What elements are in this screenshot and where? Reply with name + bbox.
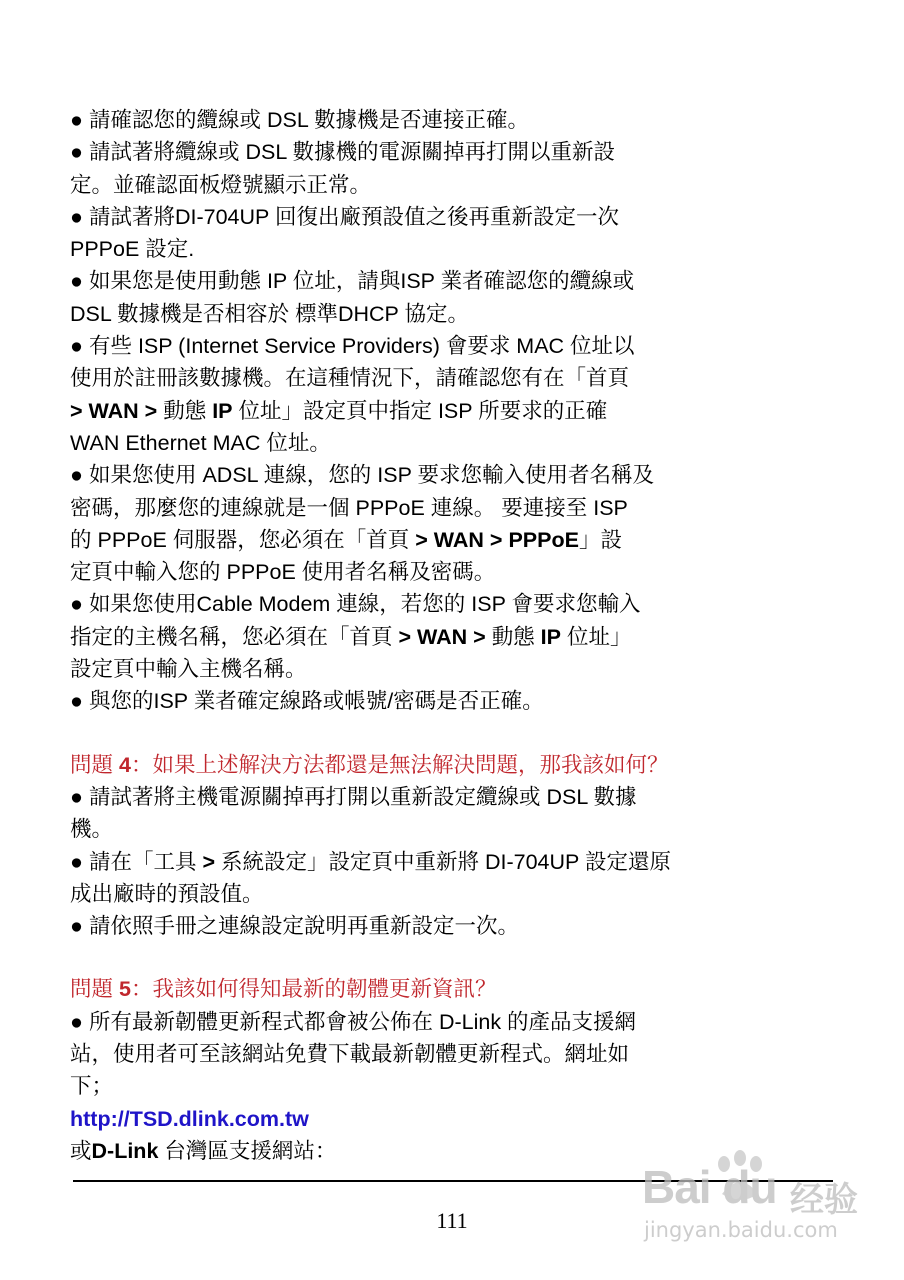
bullet-icon: ● (70, 914, 83, 939)
bullet-icon: ● (70, 1009, 83, 1034)
troubleshoot-bullet-cont: 使用於註冊該數據機。在這種情況下，請確認您有在「首頁 (70, 366, 630, 391)
taiwan-support-site-label: 或D-Link 台灣區支援網站： (70, 1138, 337, 1163)
troubleshoot-bullet: ● 如果您使用Cable Modem 連線，若您的 ISP 會要求您輸入 (70, 592, 641, 617)
q4-bullet-cont: 成出廠時的預設值。 (70, 881, 264, 906)
watermark-url: jingyan.baidu.com (644, 1218, 838, 1242)
troubleshoot-bullet-cont: 指定的主機名稱，您必須在「首頁 > WAN > 動態 IP 位址」 (70, 624, 632, 649)
bullet-icon: ● (70, 463, 83, 488)
bullet-icon: ● (70, 108, 83, 132)
q5-bullet-cont: 站，使用者可至該網站免費下載最新韌體更新程式。網址如 (70, 1042, 630, 1067)
bullet-icon: ● (70, 784, 83, 809)
troubleshoot-bullet: ● 與您的ISP 業者確定線路或帳號/密碼是否正確。 (70, 689, 544, 714)
troubleshoot-bullet-cont: 定頁中輸入您的 PPPoE 使用者名稱及密碼。 (70, 560, 496, 585)
troubleshoot-bullet-cont: 定。並確認面板燈號顯示正常。 (70, 172, 372, 197)
watermark-logo: Bai du (642, 1161, 777, 1213)
page-number: 111 (436, 1208, 468, 1233)
troubleshoot-bullet-cont: DSL 數據機是否相容於 標準DHCP 協定。 (70, 301, 469, 326)
bullet-icon: ● (70, 849, 83, 874)
bullet-icon: ● (70, 269, 83, 294)
q4-bullet: ● 請依照手冊之連線設定說明再重新設定一次。 (70, 914, 519, 939)
troubleshoot-bullet-cont: > WAN > 動態 IP 位址」設定頁中指定 ISP 所要求的正確 (70, 398, 608, 423)
troubleshoot-bullet-cont: PPPoE 設定. (70, 237, 195, 262)
troubleshoot-bullet: ● 請確認您的纜線或 DSL 數據機是否連接正確。 (70, 108, 529, 132)
troubleshoot-bullet-cont: 的 PPPoE 伺服器，您必須在「首頁 > WAN > PPPoE」設 (70, 527, 622, 552)
q4-bullet-cont: 機。 (70, 817, 114, 842)
bullet-icon: ● (70, 204, 83, 229)
troubleshoot-bullet: ● 請試著將纜線或 DSL 數據機的電源關掉再打開以重新設 (70, 140, 615, 165)
bullet-icon: ● (70, 334, 83, 359)
bullet-icon: ● (70, 592, 83, 617)
troubleshoot-bullet-cont: 設定頁中輸入主機名稱。 (70, 657, 307, 682)
troubleshoot-bullet-cont: 密碼，那麼您的連線就是一個 PPPoE 連線。 要連接至 ISP (70, 495, 628, 520)
q4-bullet: ● 請試著將主機電源關掉再打開以重新設定纜線或 DSL 數據 (70, 784, 637, 809)
troubleshoot-bullet-cont: WAN Ethernet MAC 位址。 (70, 430, 331, 455)
document-body (70, 104, 770, 1167)
bullet-icon: ● (70, 689, 83, 714)
watermark-brand: 经验 (790, 1181, 858, 1219)
troubleshoot-bullet: ● 如果您使用 ADSL 連線，您的 ISP 要求您輸入使用者名稱及 (70, 463, 655, 488)
question-5-heading: 問題 5：我該如何得知最新的韌體更新資訊？ (70, 977, 497, 1002)
troubleshoot-bullet: ● 請試著將DI-704UP 回復出廠預設值之後再重新設定一次 (70, 204, 619, 229)
troubleshoot-bullet: ● 有些 ISP (Internet Service Providers) 會要求 MAC 位址以 (70, 334, 635, 359)
troubleshoot-bullet: ● 如果您是使用動態 IP 位址，請與ISP 業者確認您的纜線或 (70, 269, 635, 294)
q5-bullet-cont: 下； (70, 1074, 114, 1099)
q4-bullet: ● 請在「工具 > 系統設定」設定頁中重新將 DI-704UP 設定還原 (70, 849, 671, 874)
question-4-heading: 問題 4：如果上述解決方法都還是無法解決問題，那我該如何？ (70, 752, 669, 777)
support-url-link[interactable]: http://TSD.dlink.com.tw (70, 1106, 309, 1131)
bullet-icon: ● (70, 140, 83, 165)
q5-bullet: ● 所有最新韌體更新程式都會被公佈在 D-Link 的產品支援網 (70, 1009, 637, 1034)
baidu-watermark (640, 1150, 890, 1250)
